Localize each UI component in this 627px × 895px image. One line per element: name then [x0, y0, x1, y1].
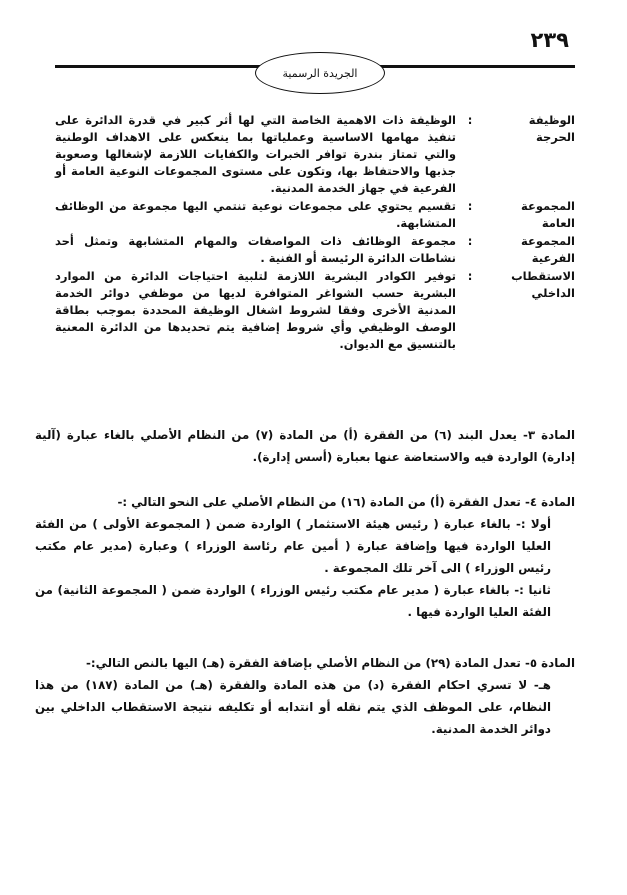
definition-row — [55, 233, 575, 267]
article-3-text: المادة ٣- يعدل البند (٦) من الفقرة (أ) من المادة (٧) من النظام الأصلي بالغاء عبارة (آلية إدارة) الواردة فيه والاستعاضة عنها بعبارة (أسس إدارة). — [35, 428, 575, 464]
gazette-title-oval — [255, 52, 385, 94]
definition-term-line: العامة — [541, 216, 575, 230]
article-4 — [35, 491, 575, 623]
page-number: ٢٣٩ — [530, 28, 569, 52]
article-4-item-first: أولا :- بالغاء عبارة ( رئيس هيئة الاستثمار ) الواردة ضمن ( المجموعة الأولى ) من الفئة العليا الواردة فيها وإضافة عبارة ( أمين عام رئاسة الوزراء ) وعبارة (مدير عام مكتب رئيس الوزراء ) الى آخر تلك المجموعة . — [35, 517, 551, 575]
definition-term-line: الفرعية — [531, 251, 575, 265]
article-5-heading: المادة ٥- تعدل المادة (٢٩) من النظام الأصلي بإضافة الفقرة (هـ) اليها بالنص التالي:- — [86, 656, 575, 670]
article-5 — [35, 652, 575, 740]
definition-text: الوظيفة ذات الاهمية الخاصة التي لها أثر كبير في قدرة الدائرة على تنفيذ مهامها الاساسية وعملياتها بما ينعكس على الاهداف الوطنية والتي تمتاز بندرة توافر الخبرات والكفايات اللازمة لإشغالها وصعوبة جذبها والاحتفاظ بها، وتكون على مستوى المجموعات النوعية العامة أو الفرعية في جهاز الخدمة المدنية. — [55, 113, 456, 195]
definition-colon: : — [467, 199, 473, 213]
article-4-item-second: ثانيا :- بالغاء عبارة ( مدير عام مكتب رئيس الوزراء ) الواردة ضمن ( المجموعة الثانية) من الفئة العليا الواردة فيها . — [35, 583, 551, 619]
article-3 — [35, 424, 575, 468]
article-5-paragraph: هـ- لا تسري احكام الفقرة (د) من هذه المادة والفقرة (هـ) من المادة (١٨٧) من هذا النظام، على الموظف الذي يتم نقله أو انتدابه أو تكليفه نتيجة الاستقطاب الداخلي بين دوائر الخدمة المدنية. — [35, 678, 551, 736]
gazette-title: الجريدة الرسمية — [282, 66, 358, 80]
definition-row — [55, 268, 575, 353]
definitions-list — [55, 112, 575, 354]
definition-term-line: المجموعة — [520, 234, 575, 248]
definition-term-line: الاستقطاب — [511, 269, 575, 283]
definition-colon: : — [467, 113, 473, 127]
definition-text: توفير الكوادر البشرية اللازمة لتلبية احتياجات الدائرة من الموارد البشرية حسب الشواغر المتوافرة لديها من موظفي دوائر الخدمة المدنية الأخرى وفقا لشروط اشغال الوظيفة المحددة بموجب بطاقة الوصف الوظيفي وأي شروط إضافية يتم تحديدها من الدائرة المعنية بالتنسيق مع الديوان. — [55, 269, 456, 351]
definition-row — [55, 198, 575, 232]
definition-term — [484, 112, 575, 197]
definition-term-line: الوظيفة الحرجة — [528, 113, 575, 144]
definition-term — [484, 268, 575, 353]
definition-term — [484, 198, 575, 232]
definition-term — [484, 233, 575, 267]
definition-term-line: المجموعة — [520, 199, 575, 213]
definition-term-line: الداخلي — [531, 286, 575, 300]
article-4-heading: المادة ٤- تعدل الفقرة (أ) من المادة (١٦) من النظام الأصلي على النحو التالي :- — [117, 495, 575, 509]
definition-text: تقسيم يحتوي على مجموعات نوعية تنتمي اليها مجموعة من الوظائف المتشابهة. — [55, 199, 456, 230]
definition-colon: : — [467, 269, 473, 283]
definition-row — [55, 112, 575, 197]
definition-text: مجموعة الوظائف ذات المواصفات والمهام المتشابهة وتمثل أحد نشاطات الدائرة الرئيسة أو الفنية . — [55, 234, 456, 265]
definition-colon: : — [467, 234, 473, 248]
